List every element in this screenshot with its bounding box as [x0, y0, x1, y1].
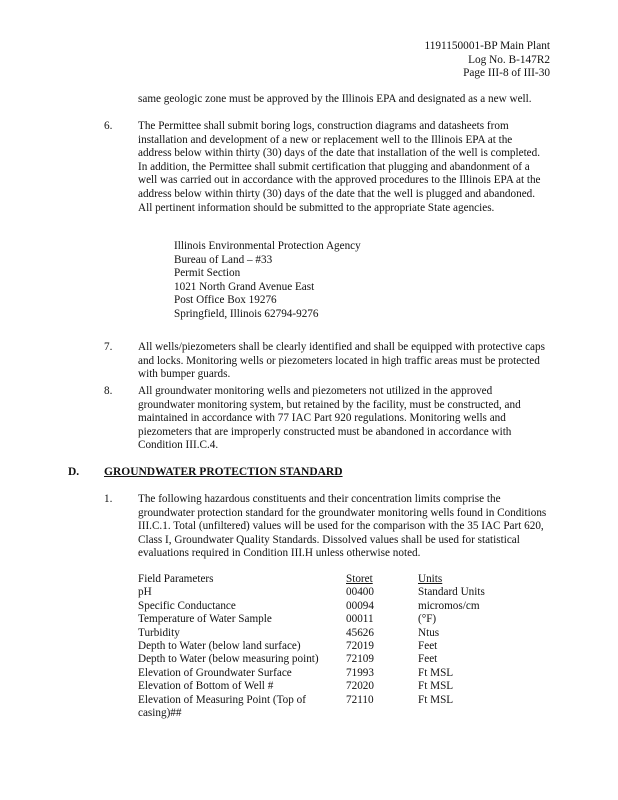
item-number-8: 8. [104, 385, 113, 397]
storet-cell: 72110 [346, 693, 374, 706]
table-row [138, 667, 538, 680]
parameter-cell: Elevation of Groundwater Surface [138, 666, 292, 679]
table-row [138, 694, 538, 721]
item-text-8: All groundwater monitoring wells and piezometers not utilized in the approved groundwater monitoring system, but retained by the facility, must be constructed, and maintained in accordance with 77 IAC Part 920 regulations. Monitoring wells and piezometers that are improperly constructed must be abandoned in accordance with Condition III.C.4. [138, 385, 521, 452]
parameter-cell: Turbidity [138, 626, 180, 639]
item-text-7: All wells/piezometers shall be clearly identified and shall be equipped with protective caps and locks. Monitoring wells or piezometers located in high traffic areas must be protected with bumper guards. [138, 341, 545, 381]
address-line: Illinois Environmental Protection Agency [174, 240, 361, 252]
parameter-cell: Specific Conductance [138, 599, 236, 612]
address-line: 1021 North Grand Avenue East [174, 280, 315, 293]
units-cell: Ft MSL [418, 693, 454, 706]
table-row [138, 586, 538, 599]
item-number-7: 7. [104, 341, 113, 353]
table-row [138, 627, 538, 640]
parameter-cell: Depth to Water (below measuring point) [138, 653, 319, 666]
storet-cell: 00011 [346, 613, 374, 626]
header-page-number: Page III-8 of III-30 [463, 67, 550, 79]
parameter-cell: Depth to Water (below land surface) [138, 640, 301, 653]
units-cell: Feet [418, 640, 438, 653]
storet-cell: 71993 [346, 666, 374, 679]
parameter-cell: pH [138, 586, 152, 599]
parameter-cell: Elevation of Measuring Point (Top of casing)## [138, 693, 306, 720]
item-number-6: 6. [104, 120, 113, 132]
table-header-row [138, 573, 538, 586]
agency-address [174, 240, 361, 322]
table-row [138, 613, 538, 626]
address-line: Springfield, Illinois 62794-9276 [174, 307, 319, 320]
address-line: Bureau of Land – #33 [174, 253, 273, 266]
storet-cell: 00400 [346, 586, 374, 599]
table-row [138, 680, 538, 693]
storet-cell: 72020 [346, 680, 374, 693]
storet-cell: 72019 [346, 640, 374, 653]
page-header [424, 40, 550, 81]
parameter-cell: Temperature of Water Sample [138, 613, 272, 626]
units-cell: Feet [418, 653, 438, 666]
units-cell: micromos/cm [418, 599, 480, 612]
table-row [138, 640, 538, 653]
units-cell: (°F) [418, 613, 437, 626]
address-line: Post Office Box 19276 [174, 294, 277, 307]
field-parameters-table [138, 573, 538, 720]
section-title: GROUNDWATER PROTECTION STANDARD [104, 466, 343, 478]
units-cell: Ntus [418, 626, 440, 639]
address-line: Permit Section [174, 267, 241, 280]
table-row [138, 653, 538, 666]
item-number-d1: 1. [104, 493, 113, 505]
column-header-parameter: Field Parameters [138, 573, 214, 585]
units-cell: Standard Units [418, 586, 485, 599]
units-cell: Ft MSL [418, 680, 454, 693]
section-letter: D. [68, 466, 80, 478]
continued-paragraph: same geologic zone must be approved by the Illinois EPA and designated as a new well. [138, 93, 532, 105]
item-text-6: The Permittee shall submit boring logs, construction diagrams and datasheets from installation and development of a new or replacement well to the Illinois EPA at the address below within thirty (30) days of the date that installation of the well is completed. In addition, the Permittee shall submit certification that plugging and abandonment of a well was carried out in accordance with the approved procedures to the Illinois EPA at the address below within thirty (30) days of the date that the well is plugged and abandoned. All pertinent information should be submitted to the appropriate State agencies. [138, 120, 541, 214]
storet-cell: 72109 [346, 653, 374, 666]
header-permit-id: 1191150001-BP Main Plant [424, 40, 550, 52]
item-text-d1: The following hazardous constituents and their concentration limits comprise the groundwater protection standard for the groundwater monitoring wells found in Conditions III.C.1. Total (unfiltered) values will be used for the comparison with the 35 IAC Part 620, Class I, Groundwater Quality Standards. Dissolved values shall be used for statistical evaluations required in Condition III.H unless otherwise noted. [138, 493, 547, 560]
parameter-cell: Elevation of Bottom of Well # [138, 680, 274, 693]
units-cell: Ft MSL [418, 666, 454, 679]
storet-cell: 45626 [346, 626, 374, 639]
header-log-number: Log No. B-147R2 [468, 53, 550, 66]
column-header-storet: Storet [346, 573, 373, 585]
table-row [138, 600, 538, 613]
column-header-units: Units [418, 573, 443, 585]
storet-cell: 00094 [346, 599, 374, 612]
